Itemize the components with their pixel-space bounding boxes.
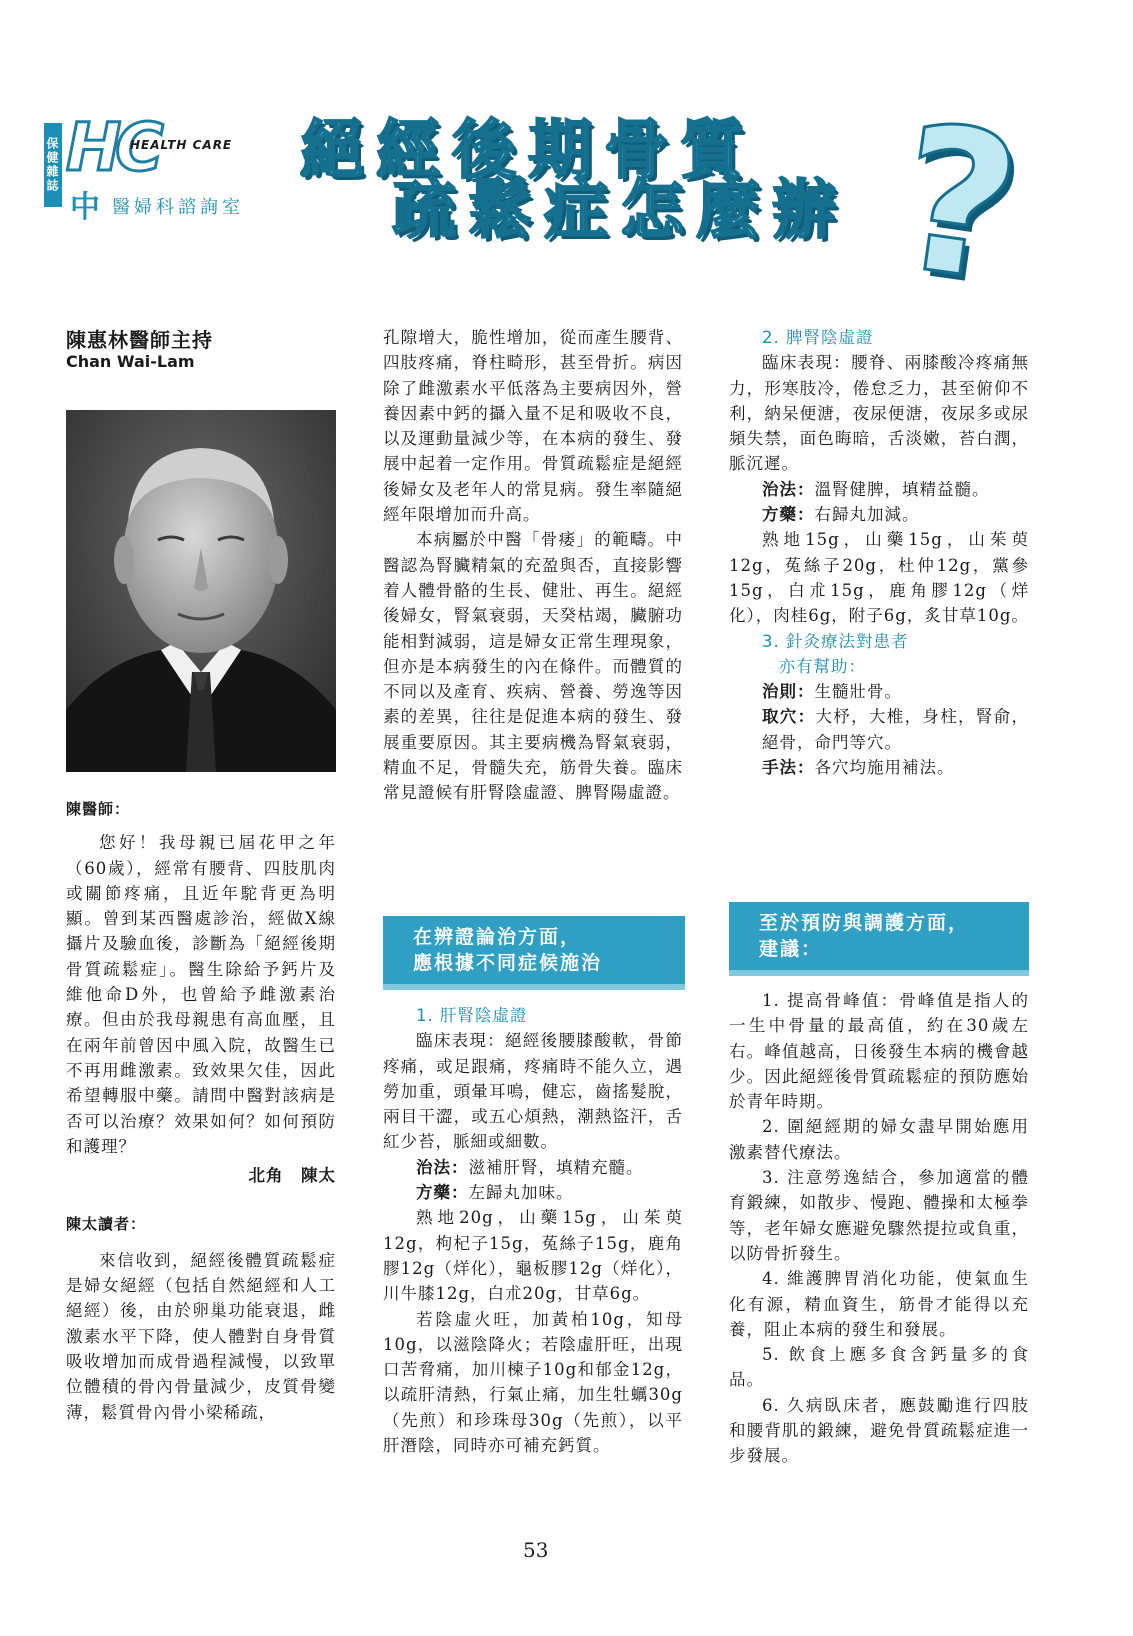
method-label: 治法： xyxy=(762,479,815,499)
formula-1 xyxy=(383,1180,683,1205)
letter-signature: 北角 陳太 xyxy=(248,1166,336,1186)
points-label: 取穴： xyxy=(762,707,816,727)
magazine-sidebar-label: 保健雜誌 xyxy=(44,123,62,207)
heading-acupuncture: 3. 針灸療法對患者 xyxy=(762,631,909,651)
reply-continued xyxy=(383,325,683,806)
formula-2 xyxy=(729,502,1029,527)
banner-line-2: 應根據不同症候施治 xyxy=(413,952,603,974)
liver-kidney-section xyxy=(383,1003,683,1458)
prevention-list xyxy=(729,988,1029,1469)
letter-section xyxy=(66,797,336,1425)
banner-line-1: 在辨證論治方面， xyxy=(413,926,582,948)
dept-big-char: 中 xyxy=(70,190,104,225)
treatment-method-2 xyxy=(729,477,1029,502)
method-label: 治法： xyxy=(416,1157,469,1177)
spleen-kidney-section xyxy=(729,325,1029,780)
section-banner-prevention xyxy=(729,902,1029,976)
logo-subtitle: HEALTH CARE xyxy=(130,138,233,152)
reply-paragraph-1-cont: 孔隙增大，脆性增加，從而產生腰背、四肢疼痛，脊柱畸形，甚至骨折。病因除了雌激素水平低落為主要病因外，營養因素中鈣的攝入量不足和吸收不良，以及運動量減少等，在本病的發生、發展中起着一定作用。骨質疏鬆症是絕經後婦女及老年人的常見病。發生率隨絕經年限增加而升高。 xyxy=(383,328,683,525)
formula-text: 左歸丸加味。 xyxy=(468,1183,574,1203)
prevention-item: 2. 圍絕經期的婦女盡早開始應用激素替代療法。 xyxy=(729,1117,1029,1162)
heading-liver-kidney: 1. 肝腎陰虛證 xyxy=(416,1006,528,1025)
formula-label: 方藥： xyxy=(416,1183,469,1203)
reply-paragraph-1: 來信收到，絕經後體質疏鬆症是婦女絕經（包括自然絕經和人工絕經）後，由於卵巢功能衰退，雌激素水平下降，使人體對自身骨質吸收增加而成骨過程減慢，以致單位體積的骨內骨量減少，皮質骨變薄，鬆質骨內骨小梁稀疏， xyxy=(66,1250,336,1422)
portrait-illustration xyxy=(66,410,336,772)
prevention-item: 1. 提高骨峰值：骨峰值是指人的一生中骨量的最高值，約在30歲左右。峰值越高，日後發生本病的機會越少。因此絕經後骨質疏鬆症的預防應始於青年時期。 xyxy=(729,991,1029,1112)
prevention-item: 5. 飲食上應多食含鈣量多的食品。 xyxy=(729,1345,1029,1390)
method-text: 滋補肝腎，填精充髓。 xyxy=(468,1157,644,1177)
page-number: 53 xyxy=(523,1538,549,1562)
heading-acupuncture-2: 亦有幫助： xyxy=(778,656,866,676)
clinical-presentation-2: 臨床表現：腰脊、兩膝酸冷疼痛無力，形寒肢冷，倦怠乏力，甚至俯仰不利，納呆便溏，夜尿便溏，夜尿多或尿頻失禁，面色晦暗，舌淡嫩，苔白潤，脈沉遲。 xyxy=(729,353,1029,474)
section-banner-diagnosis xyxy=(383,916,685,990)
formula-text: 右歸丸加減。 xyxy=(814,505,920,525)
reply-salutation: 陳太讀者： xyxy=(66,1215,147,1234)
banner-line-2: 建議： xyxy=(759,938,823,960)
banner-line-1: 至於預防與調護方面， xyxy=(759,912,970,934)
reply-paragraph-2: 本病屬於中醫「骨痿」的範疇。中醫認為腎臟精氣的充盈與否，直接影響着人體骨骼的生長、健壯、再生。絕經後婦女，腎氣衰弱，天癸枯竭，臟腑功能相對減弱，這是婦女正常生理現象，但亦是本病發生的內在條件。而體質的不同以及產育、疾病、營養、勞逸等因素的差異，往往是促進本病的發生、發展重要原因。其主要病機為腎氣衰弱，精血不足，骨髓失充，筋骨失養。臨床常見證候有肝腎陰虛證、脾腎陽虛證。 xyxy=(383,530,683,803)
clinical-presentation-1: 臨床表現：絕經後腰膝酸軟，骨節疼痛，或足跟痛，疼痛時不能久立，遇勞加重，頭暈耳鳴，健忘，齒搖髮脫，兩目干澀，或五心煩熱，潮熱盜汗，舌紅少苔，脈細或細數。 xyxy=(383,1031,683,1152)
points-text: 大杼，大椎，身柱，腎俞，絕骨，命門等穴。 xyxy=(762,707,1030,752)
rule-text: 生髓壯骨。 xyxy=(814,682,902,702)
formula-label: 方藥： xyxy=(762,505,815,525)
article-title-line-2: 疏鬆症怎麼辦 xyxy=(392,174,848,248)
dept-name: 醫婦科諮詢室 xyxy=(112,197,244,218)
article-title-line-1: 絕經後期骨質 xyxy=(300,114,756,188)
column-department xyxy=(70,182,244,226)
technique-label: 手法： xyxy=(762,758,815,778)
heading-spleen-kidney: 2. 脾腎陰虛證 xyxy=(762,328,874,347)
rule-label: 治則： xyxy=(762,682,815,702)
doctor-portrait-photo xyxy=(66,410,336,772)
author-name-cn: 陳惠林醫師主持 xyxy=(66,328,213,352)
letter-body: 您好！我母親已屆花甲之年（60歲），經常有腰背、四肢肌肉或關節疼痛，且近年駝背更為明顯。曾到某西醫處診治，經做X線攝片及驗血後，診斷為「絕經後期骨質疏鬆症」。醫生除給予鈣片及維他命D外，也曾給予雌激素治療。但由於我母親患有高血壓，且在兩年前曾因中風入院，故醫生已不再用雌激素。致效果欠佳，因此希望轉服中藥。請問中醫對該病是否可以治療？效果如何？如何預防和護理？ xyxy=(66,833,336,1156)
herbs-2: 熟地15g，山藥15g，山茱萸12g，菟絲子20g，杜仲12g，黨參15g，白朮15g，鹿角膠12g（烊化），肉桂6g，附子6g，炙甘草10g。 xyxy=(729,530,1029,626)
acupuncture-rule xyxy=(729,679,1029,704)
hc-logo: HC xyxy=(66,109,158,186)
prevention-item: 4. 維護脾胃消化功能，使氣血生化有源，精血資生，筋骨才能得以充養，阻止本病的發生和發展。 xyxy=(729,1269,1029,1339)
question-mark-graphic: ? xyxy=(884,81,1032,328)
author-name-en: Chan Wai-Lam xyxy=(66,352,195,371)
technique-text: 各穴均施用補法。 xyxy=(814,758,955,778)
treatment-method-1 xyxy=(383,1155,683,1180)
acupuncture-points xyxy=(729,704,1029,755)
method-text: 溫腎健脾，填精益髓。 xyxy=(814,479,990,499)
prevention-item: 3. 注意勞逸結合，參加適當的體育鍛練，如散步、慢跑、體操和太極拳等，老年婦女應避免驟然提拉或負重，以防骨折發生。 xyxy=(729,1168,1029,1263)
modification-1: 若陰虛火旺，加黃柏10g，知母10g，以滋陰降火；若陰虛肝旺，出現口苦脅痛，加川楝子10g和郁金12g，以疏肝清熱，行氣止痛，加生牡蠣30g（先煎）和珍珠母30g（先煎），以平肝潛陰，同時亦可補充鈣質。 xyxy=(383,1309,683,1456)
herbs-1: 熟地20g，山藥15g，山茱萸12g，枸杞子15g，菟絲子15g，鹿角膠12g（烊化），龜板膠12g（烊化），川牛膝12g，白朮20g，甘草6g。 xyxy=(383,1208,683,1304)
acupuncture-technique xyxy=(729,755,1029,780)
letter-salutation: 陳醫師： xyxy=(66,800,131,818)
prevention-item: 6. 久病臥床者，應鼓勵進行四肢和腰背肌的鍛練，避免骨質疏鬆症進一步發展。 xyxy=(729,1395,1029,1466)
